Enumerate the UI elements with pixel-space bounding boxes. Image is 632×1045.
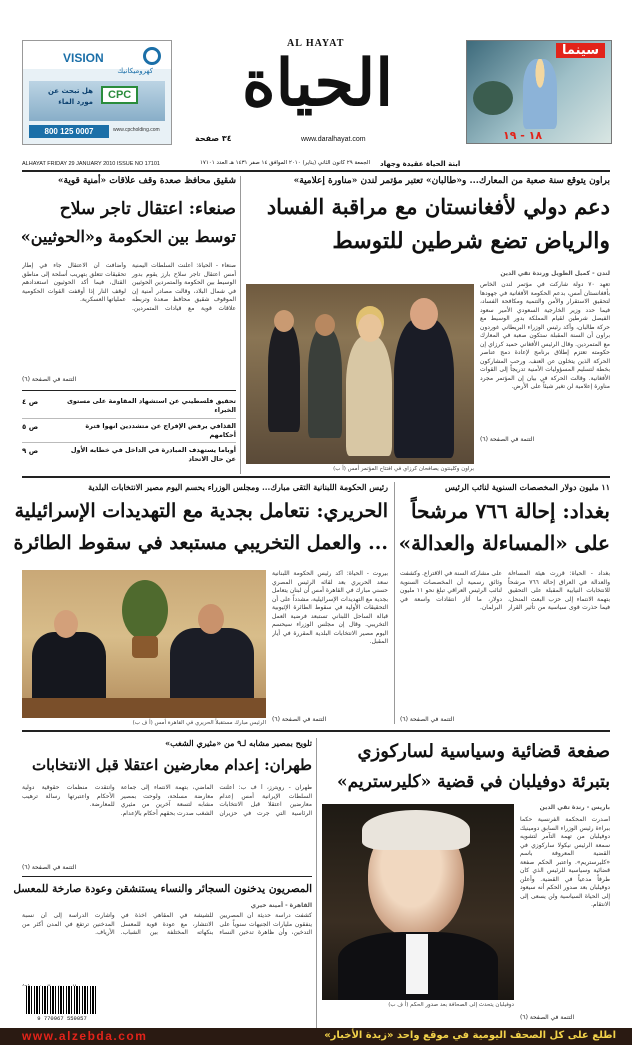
ad-line-2: مورد الماء	[58, 98, 93, 106]
iraq-kicker: ١١ مليون دولار المخصصات السنوية لنائب الرئيس	[445, 482, 610, 492]
photo-woman	[346, 336, 392, 456]
lead-kicker: براون يتوقع سنة صعبة من المعارك... و«طالبان» تعتبر مؤتمر لندن «مناورة إعلامية»	[293, 176, 610, 186]
iran-headline: طهران: إعدام معارضين اعتقلا قبل الانتخابات	[32, 756, 312, 774]
footer-banner[interactable]	[0, 1028, 632, 1045]
lead-dateline: لندن - كميل الطويل ورندة تقي الدين	[500, 270, 610, 277]
france-photo	[322, 804, 514, 1000]
france-continued[interactable]: التتمة في الصفحة (٦)	[520, 1014, 575, 1021]
cinema-pages: ١٨ - ١٩	[503, 129, 543, 142]
egypt-body: كشفت دراسة حديثة أن المصريين ينفقون مليارات الجنيهات سنوياً على التدخين، وأن ظاهرة تدخين النساء للشيشة في المقاهي آخذة في الانتشار، مع عودة قوية للمعسل بنكهاته المختلفة بين الشباب. وأشارت الدراسة إلى أن نسبة المدخنين ترتفع في المدن أكثر من الأرياف.	[22, 912, 312, 936]
logo-ar: الحياة	[242, 46, 393, 121]
france-caption: دوفيلبان يتحدث إلى الصحافة بعد صدور الحكم (أ ف ب)	[388, 1002, 514, 1008]
teaser-page: ص ٥	[22, 423, 39, 431]
ad-url[interactable]: www.cpcholding.com	[113, 127, 160, 133]
footer-slogan: اطلع على كل الصحف اليومية في موقع واحد «زبدة الأخبار»	[324, 1030, 616, 1041]
iraq-body: بغداد - الحياة: قررت هيئة المساءلة والعدالة في العراق إحالة ٧٦٦ مرشحاً للانتخابات النيابية المقبلة على التحقيق بتهمة الانتماء إلى حزب البعث المنحل، فيما حذرت قوى سياسية من تأثير القرار على مشاركة السنة في الاقتراع. وكشفت وثائق رسمية أن المخصصات السنوية لنائب الرئيس العراقي تبلغ نحو ١١ مليون دولار، ما أثار انتقادات واسعة في البرلمان.	[400, 570, 610, 611]
ad-right[interactable]	[466, 40, 612, 144]
logo-en: AL HAYAT	[287, 38, 345, 49]
yemen-kicker: شقيق محافظ صعدة وقف علاقات «أمنية قوية»	[57, 176, 236, 186]
footer-url[interactable]: www.alzebda.com	[22, 1029, 148, 1043]
teaser-text: أوباما يستهدف المبادرة في الداخل في خطابه الأول عن حال الاتحاد	[70, 446, 236, 463]
france-dateline: باريس - رندة تقي الدين	[539, 804, 610, 811]
teaser-item[interactable]	[22, 394, 236, 416]
france-body: أصدرت المحكمة الفرنسية حكماً ببراءة رئيس الوزراء السابق دومينيك دوفيلبان من تهمة التآمر لتشويه سمعة الرئيس نيكولا ساركوزي في القضية المعروفة باسم «كليرستريم». واعتبر الحكم صفعة قضائية وسياسية للرئيس الذي كان طرفاً مدعياً في القضية. وأعلن دوفيلبان بعد صدور الحكم أنه سيعود إلى الحياة السياسية ولن يسعى إلى الانتقام.	[520, 816, 610, 908]
lebanon-headline-1: الحريري: نتعامل بجدية مع التهديدات الإسرائيلية	[14, 500, 388, 522]
yemen-headline-1: صنعاء: اعتقال تاجر سلاح	[59, 199, 236, 219]
lebanon-kicker: رئيس الحكومة اللبنانية التقى مبارك... ومجلس الوزراء يحسم اليوم مصير الانتخابات البلدية	[88, 482, 388, 492]
photo-plant	[122, 580, 168, 640]
france-headline-2: بتبرئة دوفيلبان في قضية «كليرستريم»	[336, 772, 610, 792]
ad-left[interactable]	[22, 40, 172, 145]
cinema-figure	[523, 59, 557, 129]
lebanon-photo	[22, 570, 266, 718]
photo-man-left	[268, 322, 300, 432]
lead-continued[interactable]: التتمة في الصفحة (٦)	[480, 436, 535, 443]
lead-photo	[246, 284, 474, 464]
iraq-headline-2: على «المساءلة والعدالة»	[398, 531, 610, 555]
motto: ابنة الحياة عقيدة وجهاد	[380, 160, 461, 168]
lead-body: تعهد ٧٠ دولة شاركت في مؤتمر لندن الخاص بأفغانستان أمس، بدعم الحكومة الأفغانية في جهودها لتحقيق الاستقرار والأمن والتنمية ومكافحة الفساد، فيما حدد وزير الخارجية السعودي الأمير سعود الفيصل شرطين لقيام المملكة بدور الوسيط مع حركة طالبان، وأكد رئيس الوزراء البريطاني غوردون براون أن السنة المقبلة ستكون صعبة في المعارك مع المتمردين. وقال الرئيس الأفغاني حميد كرزاي إن حكومته تعتزم إطلاق برنامج لإعادة دمج عناصر الحركة الذين يتخلون عن العنف. ورحب المشاركون بخطة لتسليم المسؤوليات الأمنية تدريجاً إلى القوات الأفغانية. وقالت الحركة في بيان إن المؤتمر مجرد مناورة إعلامية لن تغير شيئاً على الأرض.	[480, 281, 610, 390]
iran-body: طهران - رويترز، أ ف ب: أعلنت السلطات الإيرانية أمس إعدام معارضين اعتقلا قبل الانتخابات الرئاسية التي جرت في حزيران الماضي، بتهمة الانتماء إلى جماعة معارضة مسلحة، ولوحت بمصير مشابه لتسعة آخرين من مثيري الشغب صدرت بحقهم أحكام بالإعدام. وانتقدت منظمات حقوقية دولية الأحكام واعتبرتها رسالة ترهيب للمعارضة.	[22, 784, 312, 817]
iraq-continued[interactable]: التتمة في الصفحة (٦)	[400, 716, 455, 723]
teaser-item[interactable]	[22, 442, 236, 464]
teaser-item[interactable]	[22, 418, 236, 440]
website-link[interactable]: www.daralhayat.com	[301, 136, 366, 143]
teaser-page: ص ٩	[22, 447, 39, 455]
lead-headline-2: والرياض تضع شرطين للتوسط	[332, 228, 610, 254]
lead-caption: براون وكلينتون يصافحان كرزاي في افتتاح المؤتمر أمس (أ ب)	[333, 466, 474, 472]
page-count: ٣٤ صفحة	[195, 134, 232, 143]
yemen-body: صنعاء - الحياة: أعلنت السلطات اليمنية أمس اعتقال تاجر سلاح بارز يقوم بدور الوسيط بين الحكومة والمتمردين الحوثيين في شمال البلاد، وقالت مصادر أمنية إن الموقوف شقيق محافظ صعدة وتربطه علاقات قوية مع قيادات المتمردين. وأضافت أن الاعتقال جاء في إطار تحقيقات تتعلق بتهريب أسلحة إلى مناطق القتال، فيما أكد الحوثيون استعدادهم لوقف النار إذا أوقفت القوات الحكومية عملياتها العسكرية.	[22, 262, 236, 312]
teaser-text: القذافي يرفض الإفراج عن متشددين انهوا فترة أحكامهم	[85, 422, 236, 439]
egypt-dateline: القاهرة - أمينة خيري	[250, 902, 312, 909]
vision-logo: VISION	[63, 51, 104, 65]
lebanon-continued[interactable]: التتمة في الصفحة (٦)	[272, 716, 327, 723]
teaser-text: تحقيق فلسطيني عن استشهاد المقاومة على مستوى الخبراء	[66, 397, 236, 414]
iran-continued[interactable]: التتمة في الصفحة (٦)	[22, 864, 77, 871]
date-ar: الجمعة ٢٩ كانون الثاني (يناير) ٢٠١٠ الموافق ١٤ صفر ١٤٣١ هـ العدد ١٧١٠١	[199, 160, 370, 166]
france-headline-1: صفعة قضائية وسياسية لساركوزي	[357, 741, 610, 762]
lebanon-headline-2: ... والعمل التخريبي مستبعد في سقوط الطائرة	[13, 532, 388, 554]
lebanon-caption: الرئيس مبارك مستقبلاً الحريري في القاهرة أمس (أ ف ب)	[132, 720, 266, 726]
iraq-headline-1: بغداد: إحالة ٧٦٦ مرشحاً	[410, 499, 610, 523]
cinema-label: سينما	[556, 43, 605, 58]
cinema-teapot	[473, 81, 513, 115]
vision-logo-icon	[143, 47, 161, 65]
vision-brand-ar: كهروميكانيك	[117, 67, 153, 75]
lebanon-body: بيروت - الحياة: أكد رئيس الحكومة اللبنانية سعد الحريري بعد لقائه الرئيس المصري حسني مبارك في القاهرة أمس أن لبنان يتعامل بجدية مع التهديدات الإسرائيلية، مشدداً على أن التحقيقات الأولية في سقوط الطائرة الإثيوبية قبالة الساحل اللبناني تستبعد فرضية العمل التخريبي. وقال إن مجلس الوزراء سيحسم اليوم مصير الانتخابات البلدية المقررة في أيار المقبل.	[272, 570, 388, 645]
egypt-headline: المصريون يدخنون السجائر والنساء يستنشقن وعودة صارخة للمعسل	[13, 883, 312, 895]
photo-man-right	[394, 318, 454, 458]
yemen-continued[interactable]: التتمة في الصفحة (٦)	[22, 376, 77, 383]
cpc-logo: CPC	[101, 86, 138, 104]
photo-man-center	[308, 328, 342, 438]
yemen-headline-2: توسط بين الحكومة و«الحوثيين»	[20, 227, 236, 246]
ad-phone: 800 125 0007	[29, 125, 109, 138]
teaser-page: ص ٤	[22, 398, 39, 406]
barcode-bars	[26, 986, 98, 1014]
date-en: ALHAYAT FRIDAY 29 JANUARY 2010 ISSUE NO 17101	[22, 161, 160, 167]
ad-line-1: هل تبحث عن	[48, 87, 93, 95]
barcode-number: 9 770967 559057	[37, 1015, 87, 1022]
barcode	[22, 986, 102, 1024]
lead-headline-1: دعم دولي لأفغانستان مع مراقبة الفساد	[266, 194, 610, 219]
masthead-logo	[195, 38, 440, 146]
teaser-box	[22, 394, 236, 466]
iran-kicker: تلويح بمصير مشابه لـ٩ من «مثيري الشغب»	[165, 738, 312, 748]
